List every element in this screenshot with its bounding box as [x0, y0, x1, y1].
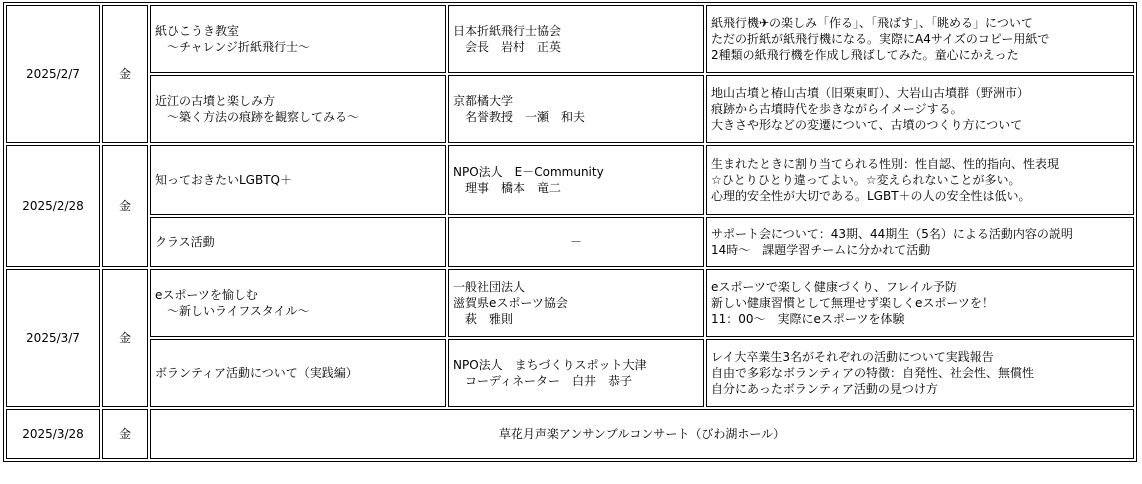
text-line: 大きさや形などの変遷について、古墳のつくり方について	[711, 118, 1023, 132]
text-line: 2種類の紙飛行機を作成し飛ばしてみた。童心にかえった	[711, 48, 1019, 62]
text-line: 滋賀県eスポーツ協会	[453, 296, 568, 310]
text-line: 14時～ 課題学習チームに分かれて活動	[711, 243, 931, 257]
description-cell	[706, 145, 1134, 215]
text-line: 一般社団法人	[453, 280, 526, 294]
session-title-cell	[150, 217, 446, 267]
session-title-cell	[150, 145, 446, 215]
schedule-row	[6, 75, 1134, 143]
session-title-cell	[150, 269, 446, 337]
schedule-row	[6, 5, 1134, 73]
text-line: 理事 橋本 竜二	[453, 181, 562, 195]
text-line: ～築く方法の痕跡を観察してみる～	[155, 110, 360, 124]
text-line: ～チャレンジ折紙飛行士～	[155, 40, 311, 54]
text-line: 痕跡から古墳時代を歩きながらイメージする。	[711, 102, 963, 116]
text-line: 知っておきたいLGBTQ＋	[155, 173, 292, 187]
text-line: 11：00～ 実際にeスポーツを体験	[711, 312, 905, 326]
lecturer-cell	[448, 5, 704, 73]
schedule-table	[3, 2, 1137, 462]
schedule-row	[6, 145, 1134, 215]
session-title-cell	[150, 75, 446, 143]
description-cell	[706, 5, 1134, 73]
text-line: 心理的安全性が大切である。LGBT＋の人の安全性は低い。	[711, 189, 1031, 203]
description-cell	[706, 217, 1134, 267]
text-line: 地山古墳と椿山古墳（旧栗東町）、大岩山古墳群（野洲市）	[711, 86, 1030, 100]
text-line: コーディネーター 白井 恭子	[453, 374, 633, 388]
text-line: サポート会について：43期、44期生（5名）による活動内容の説明	[711, 227, 1073, 241]
session-title-cell	[150, 339, 446, 407]
text-line: 萩 雅則	[453, 312, 514, 326]
schedule-row	[6, 409, 1134, 459]
text-line: 自分にあったボランティア活動の見つけ方	[711, 382, 938, 396]
text-line: 日本折紙飛行士協会	[453, 24, 562, 38]
text-line: ただの折紙が紙飛行機になる。実際にA4サイズのコピー用紙で	[711, 32, 1050, 46]
text-line: 紙ひこうき教室	[155, 24, 240, 38]
lecturer-cell	[448, 217, 704, 267]
date-cell: 2025/2/28	[6, 145, 100, 267]
description-cell	[706, 339, 1134, 407]
text-line: ☆ひとりひとり違ってよい。☆変えられないことが多い。	[711, 173, 1021, 187]
lecturer-cell	[448, 145, 704, 215]
text-line: 新しい健康習慣として無理せず楽しくeスポーツを！	[711, 296, 994, 310]
event-cell: 草花月声楽アンサンブルコンサート（びわ湖ホール）	[150, 409, 1134, 459]
text-line: eスポーツを愉しむ	[155, 288, 258, 302]
description-cell	[706, 269, 1134, 337]
text-line: ボランティア活動について（実践編）	[155, 366, 358, 380]
text-line: 近江の古墳と楽しみ方	[155, 94, 276, 108]
text-line: NPO法人 まちづくりスポット大津	[453, 358, 647, 372]
schedule-row	[6, 217, 1134, 267]
weekday-cell: 金	[102, 5, 148, 143]
weekday-cell: 金	[102, 409, 148, 459]
date-cell: 2025/2/7	[6, 5, 100, 143]
lecturer-cell	[448, 269, 704, 337]
date-cell: 2025/3/7	[6, 269, 100, 407]
schedule-row	[6, 269, 1134, 337]
weekday-cell: 金	[102, 269, 148, 407]
text-line: 紙飛行機✈の楽しみ「作る」、「飛ばす」、「眺める」について	[711, 16, 1033, 30]
text-line: クラス活動	[155, 235, 215, 249]
text-line: ～新しいライフスタイル～	[155, 304, 310, 318]
text-line: レイ大卒業生3名がそれぞれの活動について実践報告	[711, 350, 994, 364]
lecturer-cell	[448, 75, 704, 143]
description-cell	[706, 75, 1134, 143]
text-line: NPO法人 E－Community	[453, 165, 604, 179]
date-cell: 2025/3/28	[6, 409, 100, 459]
text-line: 名誉教授 一瀬 和夫	[453, 110, 586, 124]
text-line: －	[569, 235, 582, 249]
text-line: 自由で多彩なボランティアの特徴：自発性、社会性、無償性	[711, 366, 1035, 380]
text-line: 生まれたときに割り当てられる性別：性自認、性的指向、性表現	[711, 157, 1060, 171]
session-title-cell	[150, 5, 446, 73]
text-line: 会長 岩村 正英	[453, 40, 562, 54]
schedule-row	[6, 339, 1134, 407]
lecturer-cell	[448, 339, 704, 407]
text-line: 京都橘大学	[453, 94, 514, 108]
text-line: eスポーツで楽しく健康づくり、フレイル予防	[711, 280, 957, 294]
weekday-cell: 金	[102, 145, 148, 267]
